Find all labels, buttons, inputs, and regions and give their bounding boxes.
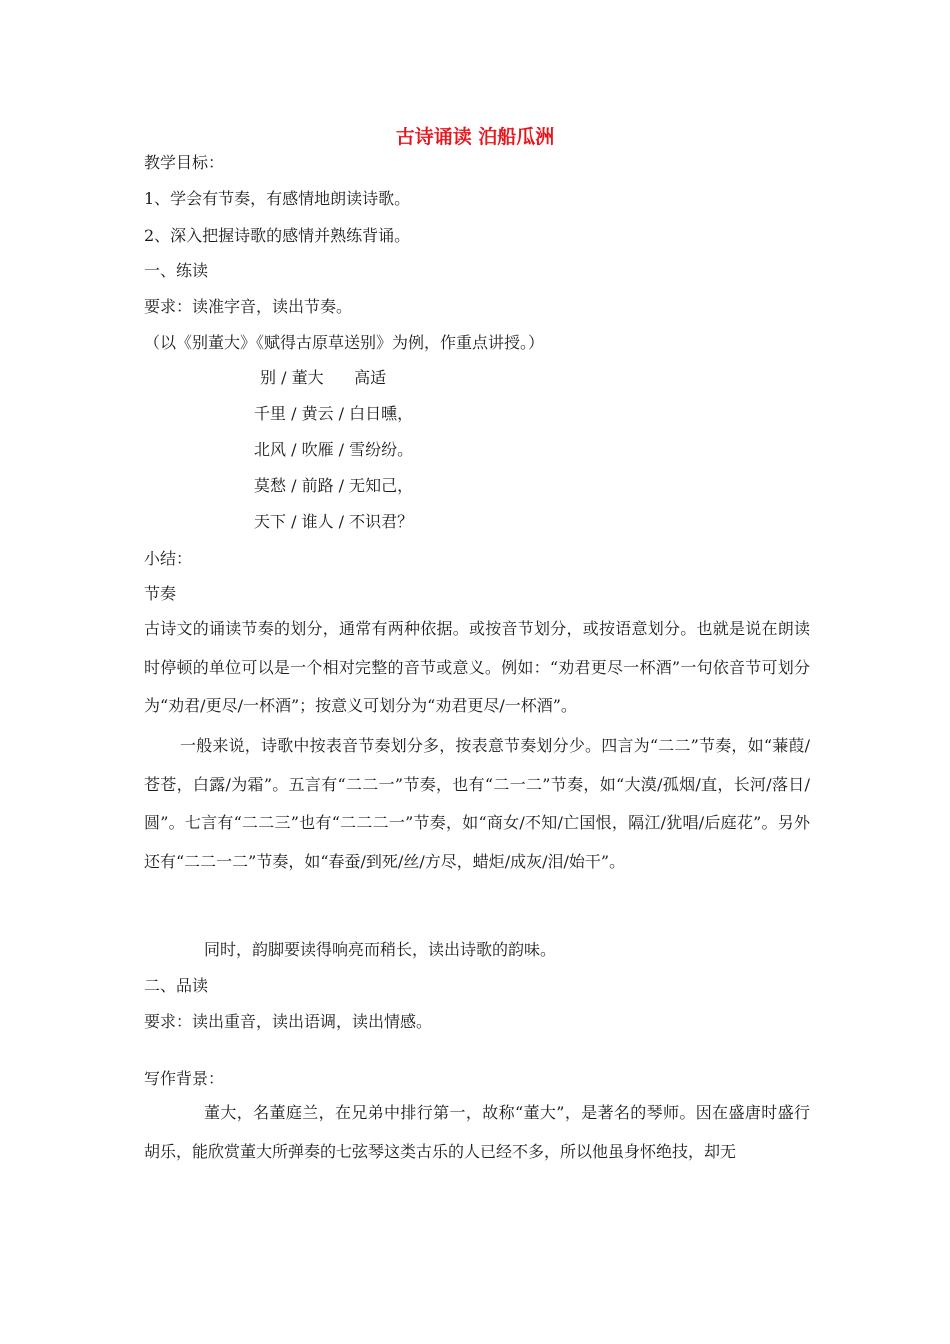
section-1-note: （以《别董大》《赋得古原草送别》为例，作重点讲授。） bbox=[144, 333, 545, 352]
poem-line: 天下 / 谁人 / 不识君？ bbox=[254, 512, 414, 531]
poem-line: 北风 / 吹雁 / 雪纷纷。 bbox=[254, 440, 414, 459]
rhythm-paragraph: 同时，韵脚要读得响亮而稍长，读出诗歌的韵味。 bbox=[204, 940, 557, 959]
section-1-requirement: 要求：读准字音，读出节奏。 bbox=[144, 297, 353, 316]
background-heading: 写作背景： bbox=[144, 1069, 225, 1088]
section-1-heading: 一、练读 bbox=[144, 261, 209, 280]
rhythm-heading: 节奏 bbox=[144, 584, 177, 603]
goal-item-2: 2、深入把握诗歌的感情并熟练背诵。 bbox=[144, 226, 411, 245]
poem-line: 莫愁 / 前路 / 无知己， bbox=[254, 476, 414, 495]
goal-item-1: 1、学会有节奏，有感情地朗读诗歌。 bbox=[144, 189, 411, 208]
rhythm-paragraph: 一般来说，诗歌中按表音节奏划分多，按表意节奏划分少。四言为“二二”节奏，如“蒹葭/苍苍，白露/为霜”。五言有“二二一”节奏，也有“二一二”节奏，如“大漠/孤烟/直，长河/落日/圆”。七言有“二二三”也有“二二二一”节奏，如“商女/不知/亡国恨，隔江/犹唱/后庭花”。另外还有“二二一二”节奏，如“春蚕/到死/丝/方尽，蜡炬/成灰/泪/始干”。 bbox=[144, 736, 810, 871]
document-title: 古诗诵读 泊船瓜洲 bbox=[395, 126, 555, 148]
background-paragraph: 董大，名董庭兰，在兄弟中排行第一，故称“董大”，是著名的琴师。因在盛唐时盛行胡乐，能欣赏董大所弹奏的七弦琴这类古乐的人已经不多，所以他虽身怀绝技，却无 bbox=[144, 1103, 810, 1161]
poem-title-line: 别 / 董大 高适 bbox=[260, 368, 387, 387]
summary-heading: 小结： bbox=[144, 549, 193, 568]
rhythm-paragraph: 古诗文的诵读节奏的划分，通常有两种依据。或按音节划分，或按语意划分。也就是说在朗读时停顿的单位可以是一个相对完整的音节或意义。例如：“劝君更尽一杯酒”一句依音节可划分为“劝君/更尽/一杯酒”；按意义可划分为“劝君更尽/一杯酒”。 bbox=[144, 619, 810, 715]
goals-heading: 教学目标： bbox=[144, 153, 225, 172]
section-2-heading: 二、品读 bbox=[144, 976, 209, 995]
section-2-requirement: 要求：读出重音，读出语调，读出情感。 bbox=[144, 1012, 433, 1031]
poem-line: 千里 / 黄云 / 白日曛， bbox=[254, 404, 414, 423]
